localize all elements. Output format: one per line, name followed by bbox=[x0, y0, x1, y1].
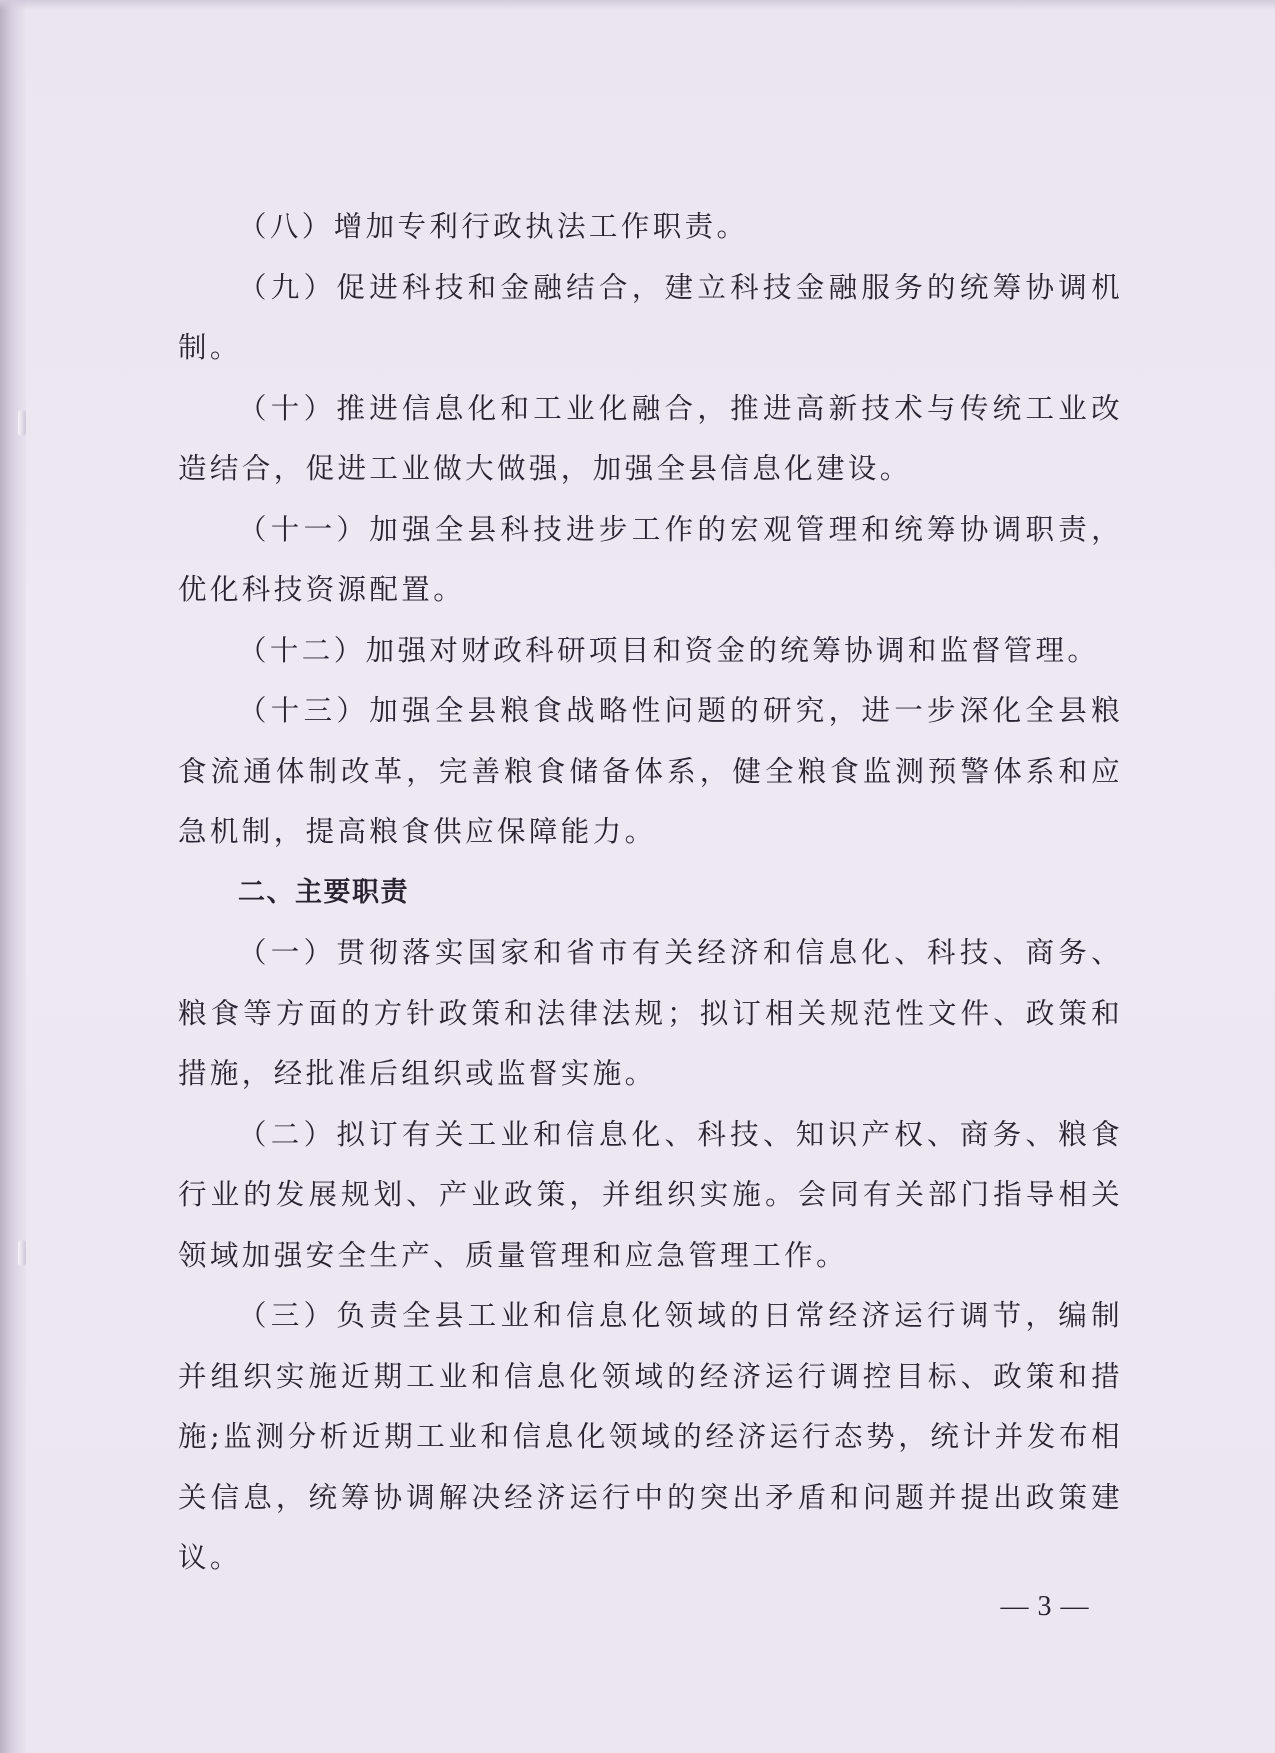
duty-paragraph: （三）负责全县工业和信息化领域的日常经济运行调节，编制并组织实施近期工业和信息化领域的经济运行调控目标、政策和措施;监测分析近期工业和信息化领域的经济运行态势，统计并发布相关信息，统筹协调解决经济运行中的突出矛盾和问题并提出政策建议。 bbox=[178, 1299, 1123, 1574]
top-edge-shadow bbox=[0, 0, 1275, 10]
staple-mark bbox=[18, 410, 26, 436]
duty-paragraph: （二）拟订有关工业和信息化、科技、知识产权、商务、粮食行业的发展规划、产业政策，并组织实施。会同有关部门指导相关领域加强安全生产、质量管理和应急管理工作。 bbox=[178, 1117, 1123, 1272]
paragraph: （十一）加强全县科技进步工作的宏观管理和统筹协调职责，优化科技资源配置。 bbox=[178, 512, 1123, 606]
paragraph: （九）促进科技和金融结合，建立科技金融服务的统筹协调机制。 bbox=[178, 270, 1123, 364]
staple-mark bbox=[18, 1240, 26, 1266]
duty-paragraph: （一）贯彻落实国家和省市有关经济和信息化、科技、商务、粮食等方面的方针政策和法律法规；拟订相关规范性文件、政策和措施，经批准后组织或监督实施。 bbox=[178, 936, 1123, 1090]
document-body bbox=[178, 197, 1123, 1589]
paragraph: （十三）加强全县粮食战略性问题的研究，进一步深化全县粮食流通体制改革，完善粮食储备体系，健全粮食监测预警体系和应急机制，提高粮食供应保障能力。 bbox=[178, 694, 1123, 848]
paragraph: （十）推进信息化和工业化融合，推进高新技术与传统工业改造结合，促进工业做大做强，加强全县信息化建设。 bbox=[178, 391, 1123, 485]
binding-edge bbox=[0, 0, 26, 1753]
paragraph: （十二）加强对财政科研项目和资金的统筹协调和监督管理。 bbox=[238, 633, 1100, 667]
section-heading: 二、主要职责 bbox=[238, 876, 409, 908]
paragraph: （八）增加专利行政执法工作职责。 bbox=[238, 210, 749, 243]
page-number: — 3 — bbox=[1000, 1591, 1090, 1622]
